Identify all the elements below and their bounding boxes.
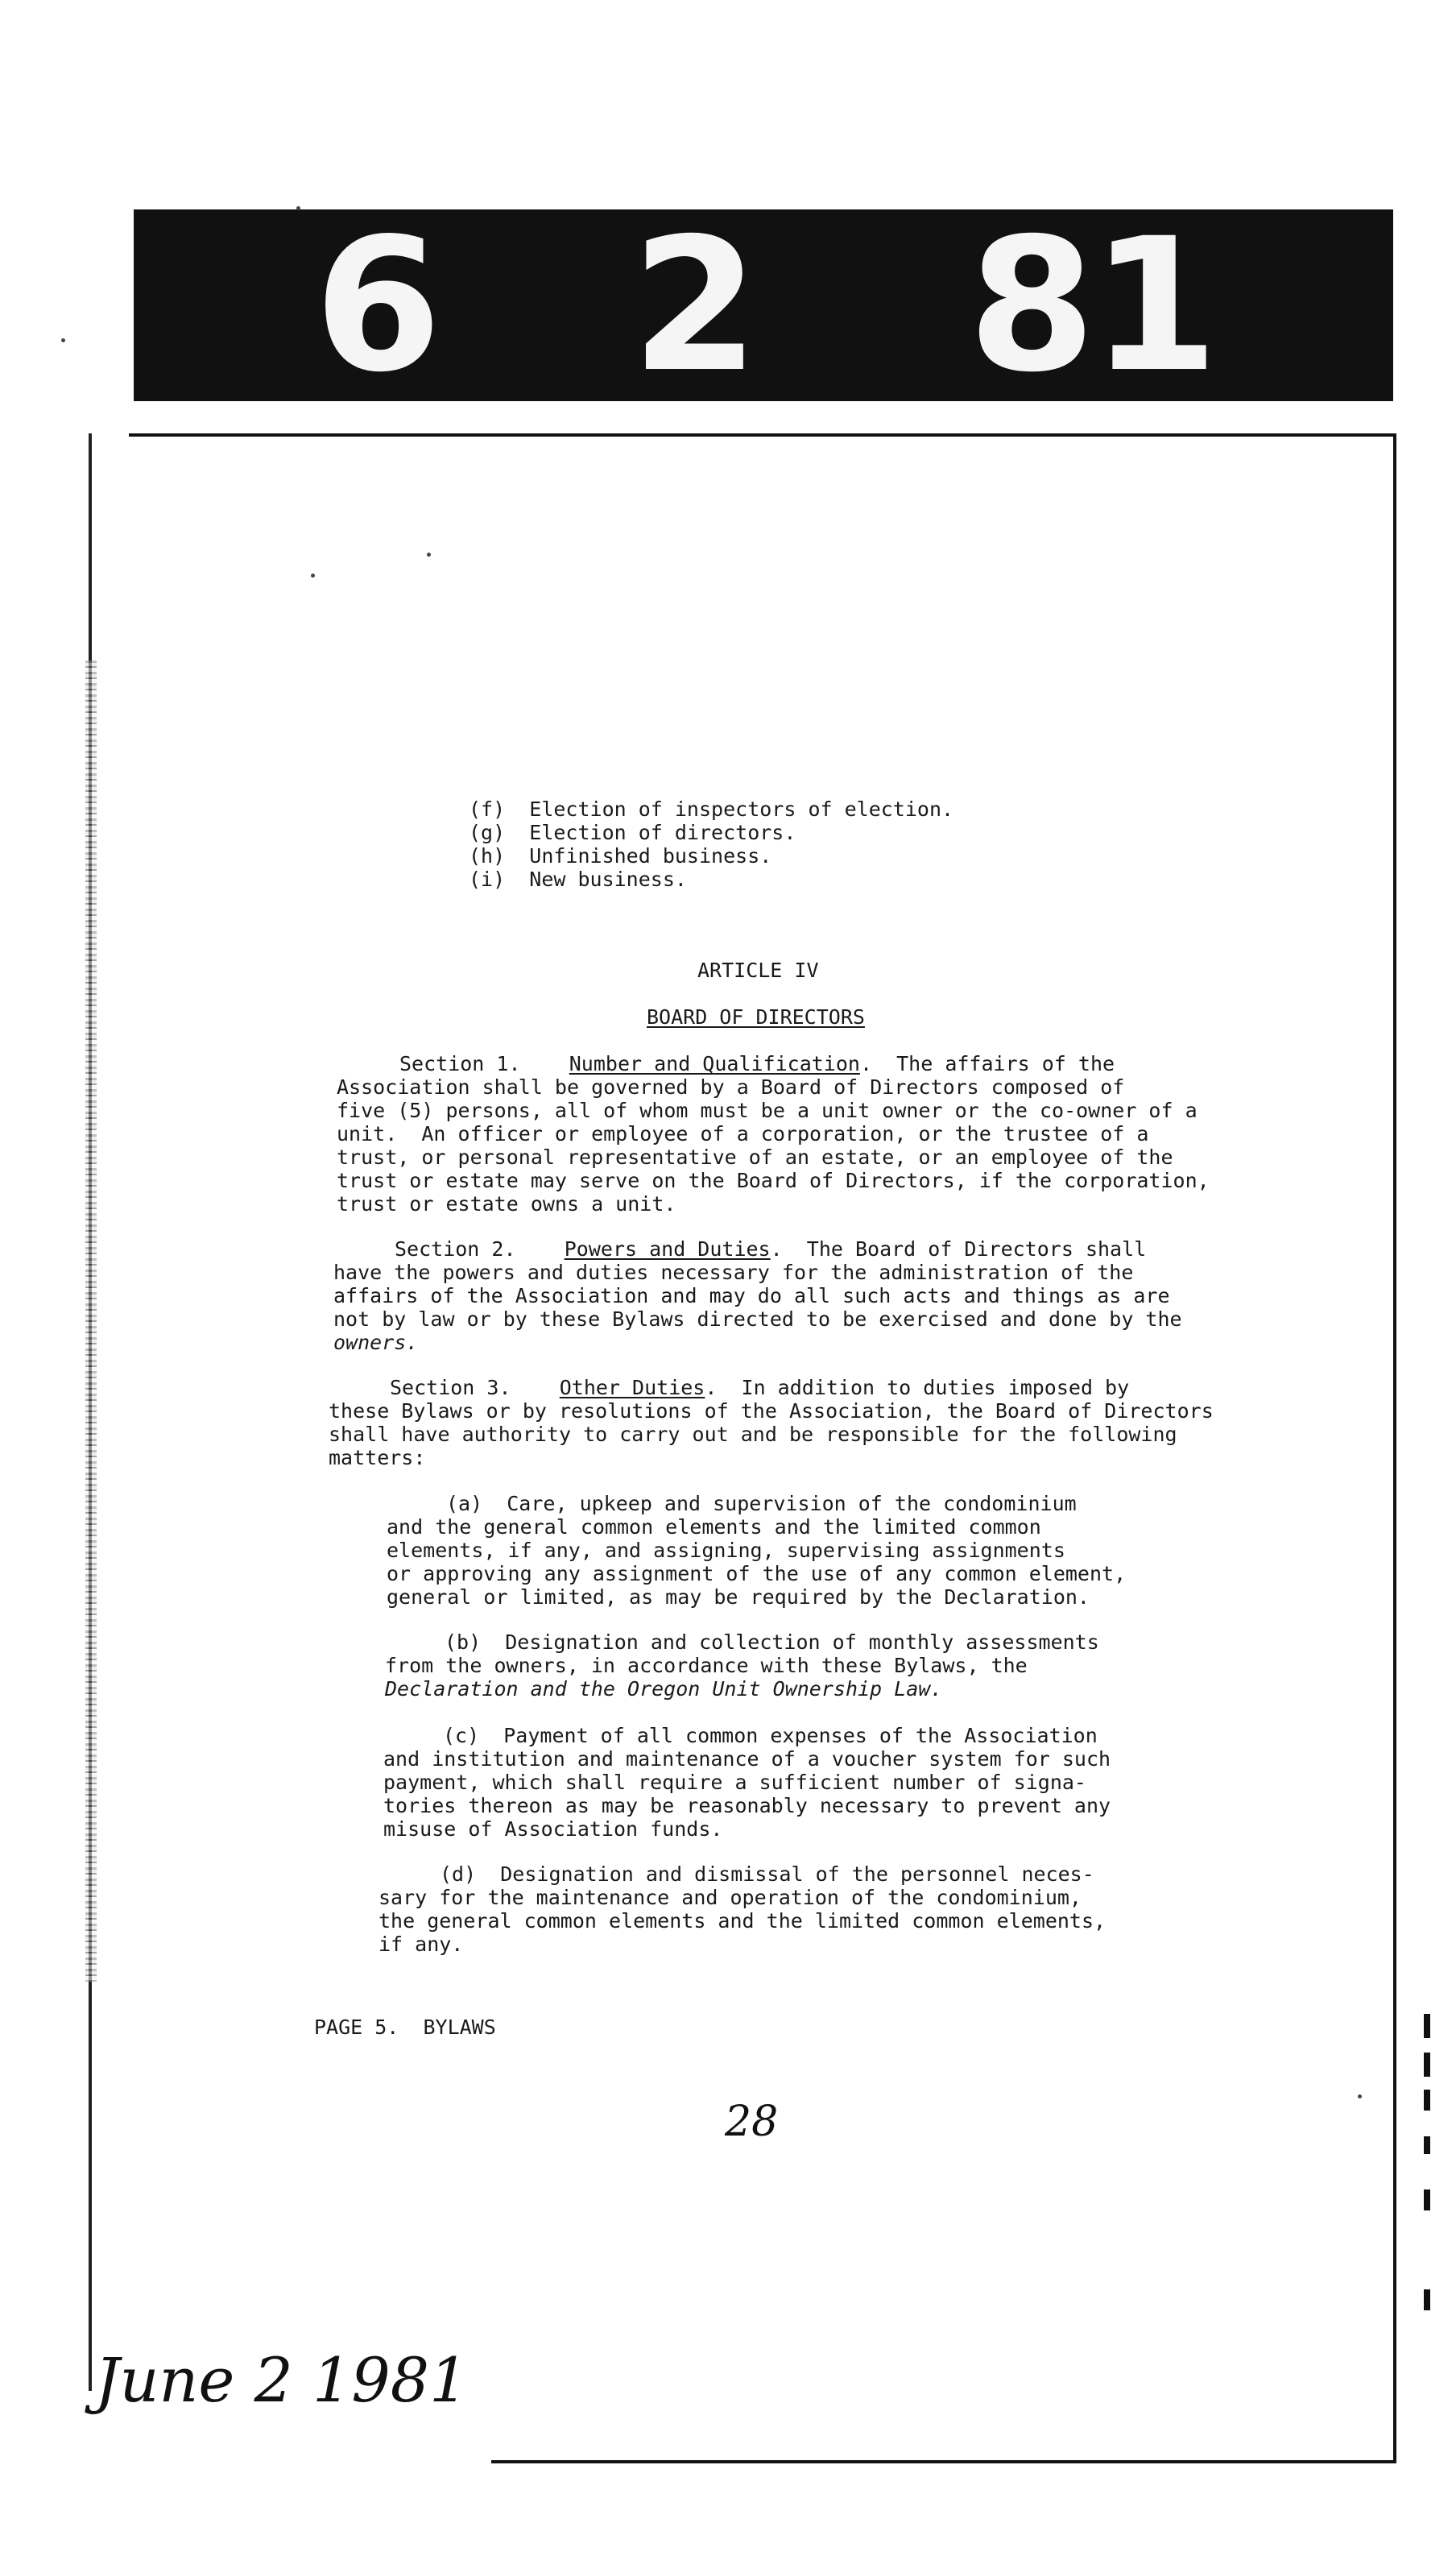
subitem-line: payment, which shall require a sufficient number of signa- [383, 1771, 1086, 1794]
margin-mark [1424, 2190, 1430, 2210]
margin-mark [1424, 2014, 1430, 2038]
subitem-line: (b) Designation and collection of monthly assessments [445, 1630, 1099, 1654]
paragraph-line: trust or estate may serve on the Board of Directors, if the corporation, [337, 1169, 1210, 1192]
handwritten-page-number: 28 [725, 2098, 779, 2146]
subitem-line: (d) Designation and dismissal of the personnel neces- [440, 1862, 1094, 1886]
scan-speck [296, 206, 300, 210]
paragraph-line: these Bylaws or by resolutions of the Association, the Board of Directors [329, 1399, 1214, 1423]
frame-right-rule [1393, 433, 1396, 2463]
paragraph-line: unit. An officer or employee of a corporation, or the trustee of a [337, 1122, 1149, 1146]
scan-speck [1358, 2094, 1362, 2098]
section-2-first-line: Section 2. Powers and Duties. The Board of Directors shall [395, 1237, 1147, 1261]
subitem-line: misuse of Association funds. [383, 1817, 723, 1841]
subitem-line: (c) Payment of all common expenses of the Association [443, 1724, 1098, 1747]
paragraph-line: not by law or by these Bylaws directed to be exercised and done by the [333, 1307, 1182, 1331]
subitem-line: if any. [378, 1933, 464, 1956]
paragraph-line: owners. [333, 1331, 419, 1354]
article-title: BOARD OF DIRECTORS [647, 1005, 865, 1029]
paragraph-line: trust, or personal representative of an estate, or an employee of the [337, 1146, 1173, 1169]
frame-top-rule [129, 433, 1396, 437]
subitem-line: the general common elements and the limited common elements, [378, 1909, 1106, 1933]
subitem-line: elements, if any, and assigning, supervising assignments [387, 1539, 1065, 1562]
paragraph-line: trust or estate owns a unit. [337, 1192, 676, 1216]
scan-speck [427, 553, 431, 557]
margin-mark [1424, 2090, 1430, 2111]
paragraph-line: have the powers and duties necessary for the administration of the [333, 1261, 1134, 1284]
banner-month: 6 [314, 198, 437, 412]
scan-speck [311, 574, 315, 578]
frame-bottom-rule [491, 2460, 1396, 2463]
paragraph-line: matters: [329, 1446, 426, 1469]
section-1-first-line: Section 1. Number and Qualification. The affairs of the [399, 1052, 1115, 1075]
subitem-line: (a) Care, upkeep and supervision of the condominium [446, 1492, 1077, 1515]
paragraph-line: Association shall be governed by a Board of Directors composed of [337, 1075, 1125, 1099]
paragraph-line: five (5) persons, all of whom must be a unit owner or the co-owner of a [337, 1099, 1197, 1122]
subitem-line: and the general common elements and the limited common [387, 1515, 1041, 1539]
list-item: (f) Election of inspectors of election. [469, 798, 954, 821]
list-item: (h) Unfinished business. [469, 844, 772, 868]
date-banner [134, 198, 1393, 412]
subitem-line: and institution and maintenance of a voucher system for such [383, 1747, 1111, 1771]
banner-day: 2 [631, 198, 755, 412]
handwritten-date: June 2 1981 [95, 2344, 469, 2416]
subitem-line: or approving any assignment of the use of any common element, [387, 1562, 1127, 1585]
subitem-line: from the owners, in accordance with these Bylaws, the [385, 1654, 1028, 1677]
subitem-line: Declaration and the Oregon Unit Ownership Law. [385, 1677, 943, 1701]
list-item: (g) Election of directors. [469, 821, 796, 844]
section-3-first-line: Section 3. Other Duties. In addition to duties imposed by [390, 1376, 1130, 1399]
list-item: (i) New business. [469, 868, 687, 891]
subitem-line: tories thereon as may be reasonably necessary to prevent any [383, 1794, 1111, 1817]
margin-mark [1424, 2053, 1430, 2077]
paragraph-line: shall have authority to carry out and be responsible for the following [329, 1423, 1177, 1446]
article-number: ARTICLE IV [697, 959, 819, 982]
subitem-line: general or limited, as may be required by the Declaration. [387, 1585, 1090, 1609]
banner-year: 81 [968, 198, 1214, 412]
scan-speck [61, 338, 65, 342]
subitem-line: sary for the maintenance and operation of the condominium, [378, 1886, 1082, 1909]
scan-edge-strip [85, 661, 97, 1982]
paragraph-line: affairs of the Association and may do all such acts and things as are [333, 1284, 1170, 1307]
margin-mark [1424, 2289, 1430, 2310]
margin-mark [1424, 2136, 1430, 2154]
page-footer-label: PAGE 5. BYLAWS [314, 2016, 496, 2039]
